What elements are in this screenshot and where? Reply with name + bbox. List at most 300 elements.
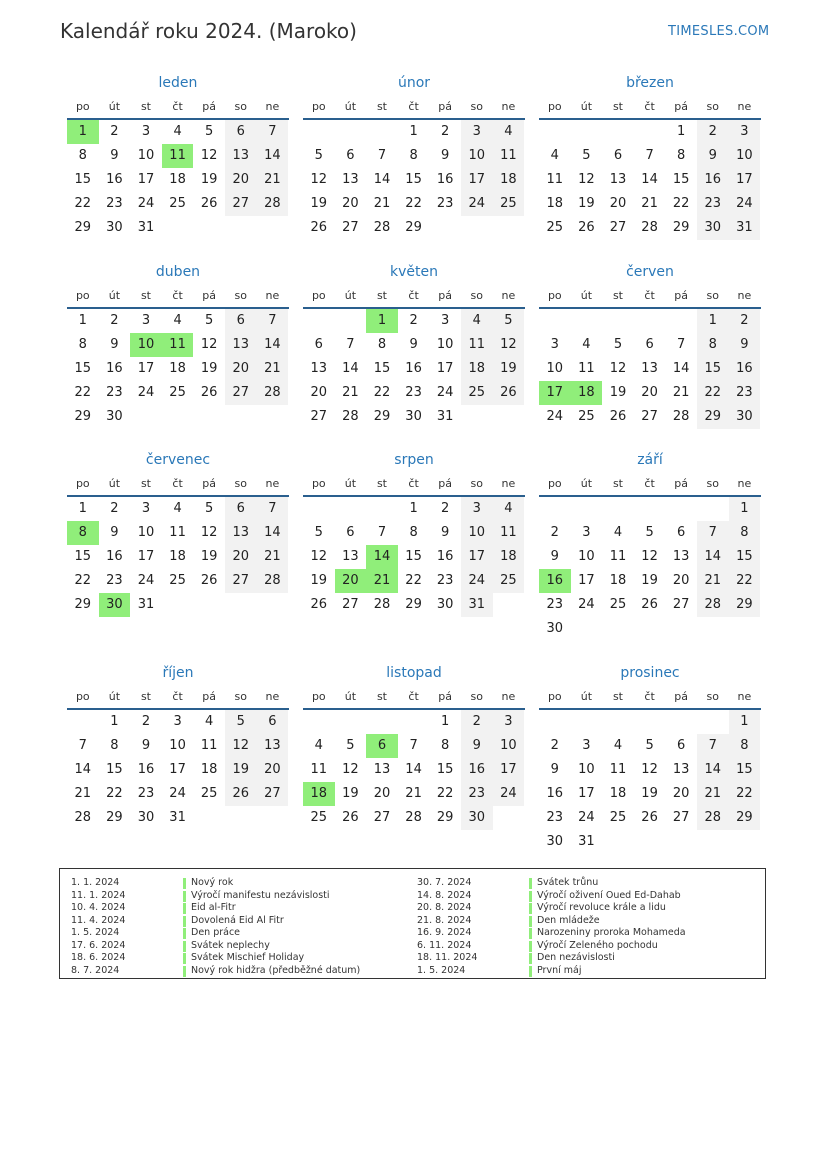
day-grid <box>67 710 289 830</box>
holiday-day-cell: 17 <box>539 381 571 405</box>
day-cell: 14 <box>697 758 729 782</box>
day-cell: 6 <box>677 525 686 540</box>
day-cell: 15 <box>436 762 454 777</box>
empty-cell <box>335 309 367 333</box>
weekday-label: čt <box>172 477 183 490</box>
day-cell: 23 <box>106 573 123 588</box>
day-cell: 30 <box>729 405 761 429</box>
month-11 <box>303 660 525 830</box>
month-6 <box>539 259 761 429</box>
day-grid <box>303 120 525 240</box>
empty-cell <box>539 120 571 144</box>
day-cell: 6 <box>346 525 355 540</box>
day-cell: 19 <box>493 357 525 381</box>
day-cell: 9 <box>441 525 450 540</box>
day-cell: 2 <box>441 501 450 516</box>
day-cell: 12 <box>609 361 627 376</box>
empty-cell <box>571 497 603 521</box>
weekday-label: ne <box>501 289 516 302</box>
weekday-label: so <box>470 690 483 703</box>
day-cell: 23 <box>461 782 493 806</box>
weekday-label: so <box>470 289 483 302</box>
legend-holiday-name: Nový rok <box>191 877 234 888</box>
day-cell: 27 <box>310 409 328 424</box>
day-cell: 12 <box>200 337 218 352</box>
day-cell: 6 <box>677 738 686 753</box>
weekday-label: st <box>612 289 623 302</box>
weekday-label: pá <box>202 690 217 703</box>
day-cell: 27 <box>342 597 359 612</box>
weekday-label: pá <box>202 289 217 302</box>
weekday-label: út <box>344 100 357 113</box>
day-cell: 27 <box>672 810 690 825</box>
month-name: srpen <box>394 452 434 468</box>
holiday-day-cell: 21 <box>366 569 398 593</box>
day-cell: 22 <box>729 569 761 593</box>
day-cell: 10 <box>493 734 525 758</box>
day-cell: 21 <box>257 545 289 569</box>
day-cell: 21 <box>257 357 289 381</box>
weekday-label: út <box>108 100 121 113</box>
day-cell: 16 <box>106 549 123 564</box>
empty-cell <box>634 710 666 734</box>
day-cell: 21 <box>697 782 729 806</box>
day-cell: 4 <box>493 120 525 144</box>
day-cell: 2 <box>110 313 119 328</box>
weekday-label: čt <box>644 690 655 703</box>
day-cell: 18 <box>169 172 186 187</box>
legend-date: 18. 11. 2024 <box>417 952 478 963</box>
day-cell: 19 <box>641 786 658 801</box>
day-cell: 5 <box>205 501 214 516</box>
day-cell: 2 <box>550 738 559 753</box>
day-cell: 24 <box>493 782 525 806</box>
day-cell: 23 <box>106 385 123 400</box>
day-cell: 11 <box>310 762 328 777</box>
day-cell: 28 <box>74 810 92 825</box>
day-cell: 3 <box>141 313 151 328</box>
day-cell: 28 <box>672 409 690 424</box>
day-cell: 3 <box>141 501 151 516</box>
legend-item <box>60 965 765 978</box>
weekday-label: ne <box>737 477 752 490</box>
day-cell: 28 <box>257 569 289 593</box>
day-cell: 26 <box>641 810 658 825</box>
day-cell: 27 <box>225 381 257 405</box>
weekday-label: čt <box>644 100 655 113</box>
day-cell: 18 <box>461 357 493 381</box>
day-cell: 7 <box>377 525 387 540</box>
brand-link[interactable]: TIMESLES.COM <box>668 24 770 39</box>
day-cell: 16 <box>729 357 761 381</box>
day-cell: 26 <box>200 196 218 211</box>
holiday-legend <box>59 868 766 979</box>
weekday-header <box>539 285 761 309</box>
weekday-label: út <box>344 690 357 703</box>
day-cell: 13 <box>257 734 289 758</box>
holiday-day-cell: 10 <box>130 333 162 357</box>
day-cell: 26 <box>493 381 525 405</box>
day-cell: 19 <box>578 196 595 211</box>
day-cell: 20 <box>373 786 391 801</box>
month-5 <box>303 259 525 429</box>
month-name: březen <box>626 75 674 91</box>
weekday-label: st <box>376 289 387 302</box>
empty-cell <box>335 120 367 144</box>
weekday-label: pá <box>438 289 453 302</box>
legend-holiday-name: Eid al-Fitr <box>191 902 236 913</box>
weekday-label: pá <box>438 690 453 703</box>
day-cell: 10 <box>169 738 186 753</box>
day-cell: 15 <box>697 357 729 381</box>
legend-holiday-name: Den nezávislosti <box>537 952 615 963</box>
day-cell: 12 <box>578 172 595 187</box>
day-cell: 23 <box>546 597 564 612</box>
day-cell: 2 <box>409 313 418 328</box>
day-cell: 19 <box>225 758 257 782</box>
day-cell: 21 <box>405 786 422 801</box>
day-cell: 29 <box>106 810 123 825</box>
day-cell: 19 <box>200 172 218 187</box>
day-cell: 26 <box>200 573 218 588</box>
day-cell: 22 <box>106 786 123 801</box>
day-cell: 21 <box>641 196 658 211</box>
day-cell: 25 <box>310 810 328 825</box>
day-cell: 1 <box>697 309 729 333</box>
day-cell: 14 <box>641 172 658 187</box>
day-grid <box>539 309 761 429</box>
day-grid <box>303 497 525 617</box>
day-cell: 11 <box>493 144 525 168</box>
day-cell: 26 <box>609 409 627 424</box>
weekday-label: pá <box>202 100 217 113</box>
day-cell: 26 <box>225 782 257 806</box>
day-cell: 21 <box>697 569 729 593</box>
empty-cell <box>398 710 430 734</box>
day-cell: 8 <box>377 337 387 352</box>
weekday-label: st <box>376 100 387 113</box>
weekday-label: so <box>234 289 247 302</box>
day-cell: 5 <box>582 148 591 163</box>
day-cell: 29 <box>729 806 761 830</box>
empty-cell <box>366 120 398 144</box>
weekday-label: po <box>75 690 90 703</box>
day-cell: 4 <box>613 738 623 753</box>
day-cell: 21 <box>74 786 92 801</box>
day-grid <box>67 120 289 240</box>
day-cell: 16 <box>461 758 493 782</box>
day-cell: 22 <box>405 573 422 588</box>
weekday-label: po <box>75 289 90 302</box>
day-grid <box>539 710 761 854</box>
holiday-day-cell: 1 <box>67 120 99 144</box>
legend-holiday-name: Výročí manifestu nezávislosti <box>191 889 330 901</box>
day-cell: 16 <box>697 168 729 192</box>
day-cell: 21 <box>342 385 359 400</box>
day-grid <box>67 497 289 617</box>
day-cell: 14 <box>342 361 359 376</box>
day-cell: 18 <box>169 549 186 564</box>
day-cell: 13 <box>672 762 690 777</box>
day-cell: 30 <box>546 834 564 849</box>
day-cell: 17 <box>578 573 595 588</box>
legend-holiday-name: Narozeniny proroka Mohameda <box>537 927 686 938</box>
day-cell: 15 <box>74 172 92 187</box>
weekday-label: po <box>75 100 90 113</box>
day-cell: 21 <box>257 168 289 192</box>
empty-cell <box>602 309 634 333</box>
day-cell: 11 <box>578 361 595 376</box>
weekday-header <box>67 285 289 309</box>
day-cell: 15 <box>672 172 690 187</box>
day-cell: 2 <box>441 124 450 139</box>
day-cell: 30 <box>137 810 155 825</box>
day-cell: 26 <box>310 597 328 612</box>
legend-holiday-name: Výročí revoluce krále a lidu <box>537 902 666 913</box>
holiday-day-cell: 30 <box>99 593 131 617</box>
day-cell: 4 <box>173 501 182 516</box>
day-cell: 18 <box>493 545 525 569</box>
day-cell: 18 <box>609 786 627 801</box>
day-cell: 3 <box>141 124 151 139</box>
holiday-day-cell: 18 <box>571 381 603 405</box>
day-grid <box>303 710 525 830</box>
holiday-day-cell: 20 <box>335 569 367 593</box>
day-cell: 4 <box>613 525 623 540</box>
weekday-header <box>539 96 761 120</box>
month-name: červen <box>626 264 674 280</box>
day-cell: 2 <box>141 714 151 729</box>
day-cell: 8 <box>729 734 761 758</box>
day-cell: 7 <box>257 497 289 521</box>
day-cell: 20 <box>310 385 328 400</box>
day-cell: 17 <box>169 762 186 777</box>
weekday-label: po <box>311 100 326 113</box>
weekday-label: út <box>580 477 593 490</box>
weekday-label: po <box>547 289 562 302</box>
weekday-label: po <box>311 289 326 302</box>
day-cell: 11 <box>609 549 627 564</box>
empty-cell <box>602 497 634 521</box>
day-cell: 31 <box>137 597 155 612</box>
day-cell: 30 <box>546 621 564 636</box>
day-cell: 29 <box>74 597 92 612</box>
day-cell: 24 <box>436 385 454 400</box>
day-cell: 25 <box>169 196 186 211</box>
day-cell: 10 <box>578 549 595 564</box>
month-8 <box>303 447 525 617</box>
month-name: říjen <box>162 665 194 681</box>
day-cell: 28 <box>373 597 391 612</box>
day-cell: 6 <box>225 120 257 144</box>
day-cell: 20 <box>225 168 257 192</box>
weekday-label: út <box>580 289 593 302</box>
day-cell: 7 <box>697 734 729 758</box>
weekday-label: po <box>75 477 90 490</box>
legend-date: 14. 8. 2024 <box>417 889 472 901</box>
day-cell: 30 <box>461 806 493 830</box>
day-cell: 12 <box>200 525 218 540</box>
day-cell: 9 <box>141 738 151 753</box>
day-cell: 25 <box>493 569 525 593</box>
day-cell: 20 <box>225 545 257 569</box>
day-cell: 23 <box>106 196 123 211</box>
day-cell: 30 <box>106 220 123 235</box>
day-cell: 5 <box>225 710 257 734</box>
month-name: prosinec <box>620 665 680 681</box>
legend-item <box>60 915 765 928</box>
day-cell: 3 <box>461 497 493 521</box>
day-cell: 9 <box>729 333 761 357</box>
weekday-label: st <box>140 100 151 113</box>
holiday-marker <box>529 953 532 964</box>
day-cell: 2 <box>550 525 559 540</box>
weekday-label: st <box>140 690 151 703</box>
legend-holiday-name: Výročí Zeleného pochodu <box>537 939 658 951</box>
day-cell: 17 <box>137 172 155 187</box>
day-cell: 26 <box>342 810 359 825</box>
day-cell: 1 <box>409 501 418 516</box>
weekday-label: so <box>470 100 483 113</box>
day-cell: 24 <box>461 569 493 593</box>
day-cell: 23 <box>436 573 454 588</box>
weekday-label: út <box>108 477 121 490</box>
day-cell: 1 <box>78 501 87 516</box>
day-cell: 21 <box>373 196 391 211</box>
day-cell: 25 <box>578 409 595 424</box>
day-cell: 5 <box>314 525 323 540</box>
day-cell: 17 <box>493 758 525 782</box>
day-cell: 8 <box>677 148 686 163</box>
weekday-header <box>303 285 525 309</box>
holiday-day-cell: 8 <box>67 521 99 545</box>
day-cell: 30 <box>697 216 729 240</box>
day-cell: 22 <box>74 196 92 211</box>
day-cell: 19 <box>310 196 328 211</box>
day-cell: 31 <box>436 409 454 424</box>
month-name: listopad <box>386 665 442 681</box>
day-cell: 3 <box>493 710 525 734</box>
day-cell: 29 <box>729 593 761 617</box>
day-cell: 3 <box>173 714 182 729</box>
empty-cell <box>634 120 666 144</box>
day-cell: 1 <box>677 124 686 139</box>
day-cell: 25 <box>461 381 493 405</box>
day-cell: 3 <box>550 337 559 352</box>
day-cell: 27 <box>609 220 627 235</box>
weekday-label: út <box>108 289 121 302</box>
day-cell: 20 <box>672 573 690 588</box>
day-cell: 21 <box>672 385 690 400</box>
day-cell: 30 <box>405 409 422 424</box>
empty-cell <box>303 309 335 333</box>
day-cell: 24 <box>546 409 564 424</box>
weekday-label: po <box>547 690 562 703</box>
day-cell: 7 <box>78 738 87 753</box>
day-cell: 13 <box>225 144 257 168</box>
day-cell: 5 <box>205 124 214 139</box>
day-cell: 10 <box>137 148 155 163</box>
day-cell: 12 <box>342 762 359 777</box>
day-cell: 23 <box>137 786 155 801</box>
day-cell: 20 <box>225 357 257 381</box>
day-cell: 16 <box>546 786 564 801</box>
day-cell: 11 <box>609 762 627 777</box>
month-2 <box>303 70 525 240</box>
day-cell: 17 <box>137 361 155 376</box>
day-cell: 9 <box>441 148 450 163</box>
day-cell: 27 <box>641 409 658 424</box>
weekday-label: ne <box>265 477 280 490</box>
weekday-label: so <box>706 477 719 490</box>
day-cell: 28 <box>697 806 729 830</box>
weekday-label: út <box>580 690 593 703</box>
day-cell: 26 <box>578 220 595 235</box>
legend-holiday-name: Svátek neplechy <box>191 939 270 951</box>
weekday-label: čt <box>172 690 183 703</box>
empty-cell <box>665 497 697 521</box>
empty-cell <box>665 309 697 333</box>
day-cell: 5 <box>314 148 323 163</box>
day-cell: 29 <box>373 409 391 424</box>
day-cell: 2 <box>461 710 493 734</box>
day-cell: 25 <box>609 597 627 612</box>
day-cell: 18 <box>493 168 525 192</box>
day-cell: 28 <box>257 192 289 216</box>
weekday-header <box>303 686 525 710</box>
day-cell: 19 <box>200 549 218 564</box>
weekday-label: so <box>234 100 247 113</box>
day-cell: 23 <box>546 810 564 825</box>
month-12 <box>539 660 761 854</box>
day-cell: 8 <box>441 738 450 753</box>
day-cell: 13 <box>672 549 690 564</box>
weekday-label: ne <box>737 289 752 302</box>
day-cell: 14 <box>697 545 729 569</box>
weekday-label: st <box>140 289 151 302</box>
legend-holiday-name: Svátek Mischief Holiday <box>191 952 305 963</box>
day-cell: 26 <box>200 385 218 400</box>
day-cell: 10 <box>546 361 564 376</box>
weekday-header <box>539 686 761 710</box>
legend-date: 11. 4. 2024 <box>71 914 126 926</box>
weekday-label: čt <box>408 477 419 490</box>
day-cell: 11 <box>200 738 218 753</box>
weekday-label: ne <box>737 690 752 703</box>
weekday-label: po <box>547 477 562 490</box>
day-cell: 2 <box>110 124 119 139</box>
legend-date: 18. 6. 2024 <box>71 952 126 963</box>
day-cell: 8 <box>78 337 87 352</box>
day-cell: 5 <box>645 738 654 753</box>
day-cell: 17 <box>461 545 493 569</box>
weekday-label: st <box>376 690 387 703</box>
weekday-header <box>303 473 525 497</box>
day-cell: 13 <box>310 361 328 376</box>
day-cell: 16 <box>405 361 422 376</box>
weekday-label: pá <box>202 477 217 490</box>
weekday-label: čt <box>172 100 183 113</box>
day-grid <box>539 120 761 240</box>
empty-cell <box>303 497 335 521</box>
holiday-marker <box>529 966 532 977</box>
weekday-label: so <box>706 100 719 113</box>
day-cell: 17 <box>461 168 493 192</box>
day-cell: 20 <box>672 786 690 801</box>
day-cell: 3 <box>582 738 591 753</box>
day-cell: 2 <box>729 309 761 333</box>
empty-cell <box>602 710 634 734</box>
